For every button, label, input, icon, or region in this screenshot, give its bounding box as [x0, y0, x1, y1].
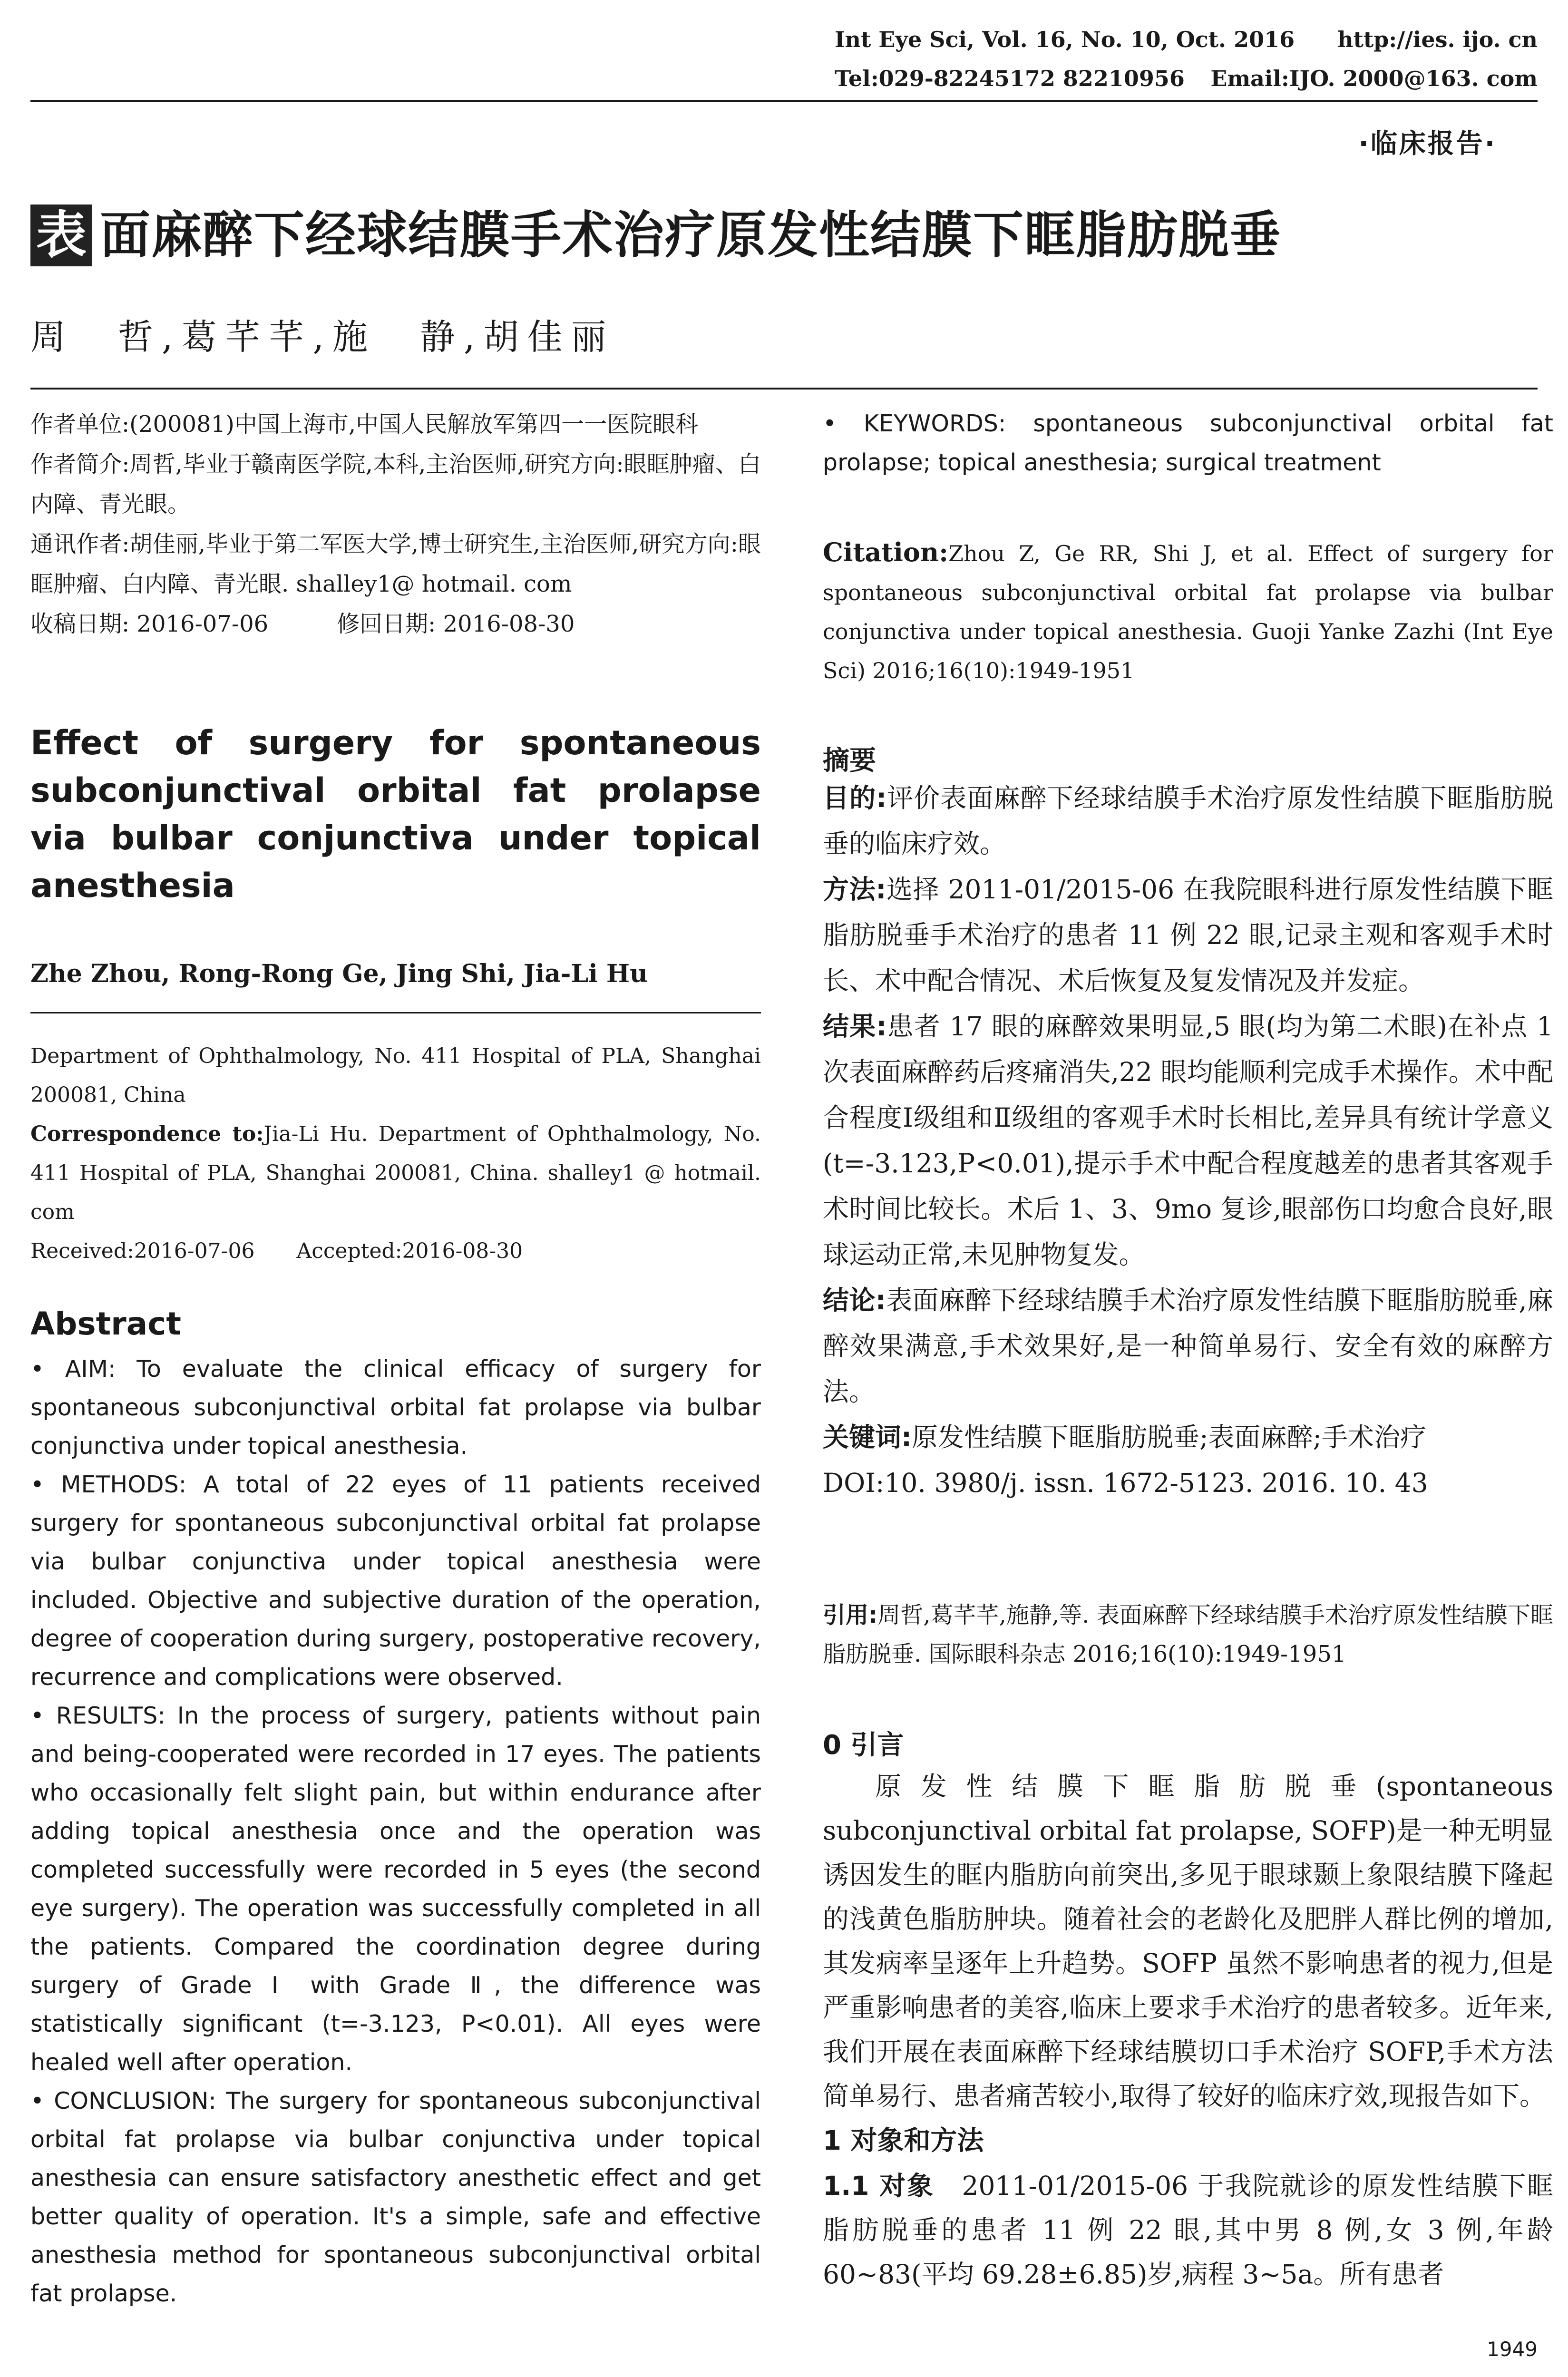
journal-tel: Tel:029-82245172 82210956 [835, 66, 1185, 91]
subjects-text: 2011-01/2015-06 于我院就诊的原发性结膜下眶脂肪脱垂的患者 11 例 22 眼,其中男 8 例,女 3 例,年龄 60~83(平均 69.28±6.85)岁,病程 3~5a。所有患者 [823, 2171, 1553, 2289]
abstract-heading: Abstract [30, 1305, 181, 1342]
citation-text: Zhou Z, Ge RR, Shi J, et al. Effect of surgery for spontaneous subconjunctival orbital fat prolapse via bulbar conjunctiva under topical anesthesia. Guoji Yanke Zazhi (Int Eye Sci) 2016;16(10):1949-1951 [823, 541, 1553, 683]
intro-paragraph: 原发性结膜下眶脂肪脱垂(spontaneous subconjunctival orbital fat prolapse, SOFP)是一种无明显诱因发生的眶内脂肪向前突出,多见于眼球颞上象限结膜下隆起的浅黄色脂肪肿块。随着社会的老龄化及肥胖人群比例的增加,其发病率呈逐年上升趋势。SOFP 虽然不影响患者的视力,但是严重影响患者的美容,临床上要求手术治疗的患者较多。近年来,我们开展在表面麻醉下经球结膜切口手术治疗 SOFP,手术方法简单易行、患者痛苦较小,取得了较好的临床疗效,现报告如下。 [823, 1771, 1553, 2111]
english-affiliation: Department of Ophthalmology, No. 411 Hospital of PLA, Shanghai 200081, China [30, 1044, 761, 1107]
corresponding-author: 通讯作者:胡佳丽,毕业于第二军医大学,博士研究生,主治医师,研究方向:眼眶肿瘤、白内障、青光眼. shalley1@ hotmail. com [30, 531, 761, 597]
abstract-body [30, 1350, 761, 2313]
cn-abstract-body [823, 775, 1553, 1506]
header-rule [30, 100, 1538, 102]
page-number: 1949 [1487, 2338, 1538, 2361]
cn-citation [823, 1596, 1553, 1674]
cn-conclusion-label: 结论: [823, 1285, 886, 1315]
author-intro: 作者简介:周哲,毕业于赣南医学院,本科,主治医师,研究方向:眼眶肿瘤、白内障、青光眼。 [30, 451, 761, 517]
citation-label: Citation: [823, 537, 949, 567]
journal-email: Email:IJO. 2000@163. com [1210, 66, 1538, 91]
cn-results [823, 1003, 1553, 1277]
intro-heading: 0 引言 [823, 1730, 904, 1761]
section-label: ·临床报告· [1358, 128, 1497, 159]
abstract-aim: • AIM: To evaluate the clinical efficacy of surgery for spontaneous subconjunctival orbital fat prolapse via bulbar conjunctiva under topical anesthesia. [30, 1355, 761, 1460]
page-title: 面麻醉下经球结膜手术治疗原发性结膜下眶脂肪脱垂 [100, 206, 1281, 264]
cn-methods-label: 方法: [823, 874, 886, 905]
abstract-results: • RESULTS: In the process of surgery, patients without pain and being-cooperated were recorded in 17 eyes. The patients who occasionally felt slight pain, but within endurance after adding topical anesthesia once and the operation was completed successfully were recorded in 5 eyes (the second eye surgery). The operation was successfully completed in all the patients. Compared the coordination degree during surgery of Grade Ⅰ with Grade Ⅱ, the difference was statistically significant (t=-3.123, P<0.01). All eyes were healed well after operation. [30, 1702, 761, 2076]
correspondence-text: Jia-Li Hu. Department of Ophthalmology, No. 411 Hospital of PLA, Shanghai 200081, China. shalley1 @ hotmail. com [30, 1122, 761, 1224]
cn-aim-label: 目的: [823, 783, 887, 813]
cn-citation-text: 周哲,葛芊芊,施静,等. 表面麻醉下经球结膜手术治疗原发性结膜下眶脂肪脱垂. 国际眼科杂志 2016;16(10):1949-1951 [823, 1602, 1553, 1667]
english-authors: Zhe Zhou, Rong-Rong Ge, Jing Shi, Jia-Li Hu [30, 959, 648, 988]
cn-results-text: 患者 17 眼的麻醉效果明显,5 眼(均为第二术眼)在补点 1 次表面麻醉药后疼痛消失,22 眼均能顺利完成手术操作。术中配合程度Ⅰ级组和Ⅱ级组的客观手术时长相比,差异具有统计学意义(t=-3.123,P<0.01),提示手术中配合程度越差的患者其客观手术时间比较长。术后 1、3、9mo 复诊,眼部伤口均愈合良好,眼球运动正常,未见肿物复发。 [823, 1011, 1553, 1270]
cn-conclusion [823, 1277, 1553, 1414]
cn-abstract-heading: 摘要 [823, 745, 876, 776]
journal-url: http://ies. ijo. cn [1337, 27, 1538, 52]
cn-results-label: 结果: [823, 1011, 887, 1042]
abstract-conclusion: • CONCLUSION: The surgery for spontaneous subconjunctival orbital fat prolapse via bulbar conjunctiva under topical anesthesia can ensure satisfactory anesthetic effect and get better quality of operation. It's a simple, safe and effective anesthesia method for spontaneous subconjunctival orbital fat prolapse. [30, 2087, 761, 2307]
cn-citation-label: 引用: [823, 1602, 878, 1628]
title-first-char: 表 [30, 205, 92, 266]
correspondence [30, 1115, 761, 1232]
cn-aim-text: 评价表面麻醉下经球结膜手术治疗原发性结膜下眶脂肪脱垂的临床疗效。 [823, 783, 1553, 859]
correspondence-label: Correspondence to: [30, 1122, 264, 1146]
english-affiliation-block [30, 1037, 761, 1271]
cn-methods [823, 867, 1553, 1003]
received-dates-cn: 收稿日期: 2016-07-06 修回日期: 2016-08-30 [30, 611, 575, 637]
author-info [30, 404, 761, 644]
title-rule [30, 388, 1538, 390]
subjects-label: 1.1 对象 [823, 2171, 935, 2201]
cn-keywords [823, 1414, 1553, 1460]
received-accepted: Received:2016-07-06 Accepted:2016-08-30 [30, 1239, 523, 1263]
cn-conclusion-text: 表面麻醉下经球结膜手术治疗原发性结膜下眶脂肪脱垂,麻醉效果满意,手术效果好,是一种简单易行、安全有效的麻醉方法。 [823, 1285, 1554, 1407]
cn-methods-text: 选择 2011-01/2015-06 在我院眼科进行原发性结膜下眶脂肪脱垂手术治疗的患者 11 例 22 眼,记录主观和客观手术时长、术中配合情况、术后恢复及复发情况及并发症。 [823, 874, 1554, 996]
doi: DOI:10. 3980/j. issn. 1672-5123. 2016. 10. 43 [823, 1468, 1428, 1498]
journal-citation-line: Int Eye Sci, Vol. 16, No. 10, Oct. 2016 [835, 27, 1295, 52]
keywords-en: • KEYWORDS: spontaneous subconjunctival orbital fat prolapse; topical anesthesia; surgical treatment [823, 410, 1553, 476]
subjects-paragraph [823, 2164, 1553, 2297]
intro-body [823, 1764, 1553, 2297]
methods-heading: 1 对象和方法 [823, 2125, 984, 2156]
author-unit: 作者单位:(200081)中国上海市,中国人民解放军第四一一医院眼科 [30, 411, 699, 438]
english-title: Effect of surgery for spontaneous subconjunctival orbital fat prolapse via bulbar conjunctiva under topical anesthesia [30, 723, 761, 905]
cn-aim [823, 775, 1553, 867]
abstract-methods: • METHODS: A total of 22 eyes of 11 patients received surgery for spontaneous subconjunctival orbital fat prolapse via bulbar conjunctiva under topical anesthesia were included. Objective and subjective duration of the operation, degree of cooperation during surgery, postoperative recovery, recurrence and complications were observed. [30, 1471, 761, 1691]
citation-en [823, 533, 1553, 690]
cn-keywords-label: 关键词: [823, 1422, 912, 1452]
authors-cn: 周 哲,葛芊芊,施 静,胡佳丽 [30, 317, 615, 358]
authors-rule [30, 1012, 761, 1013]
cn-keywords-text: 原发性结膜下眶脂肪脱垂;表面麻醉;手术治疗 [912, 1422, 1427, 1452]
